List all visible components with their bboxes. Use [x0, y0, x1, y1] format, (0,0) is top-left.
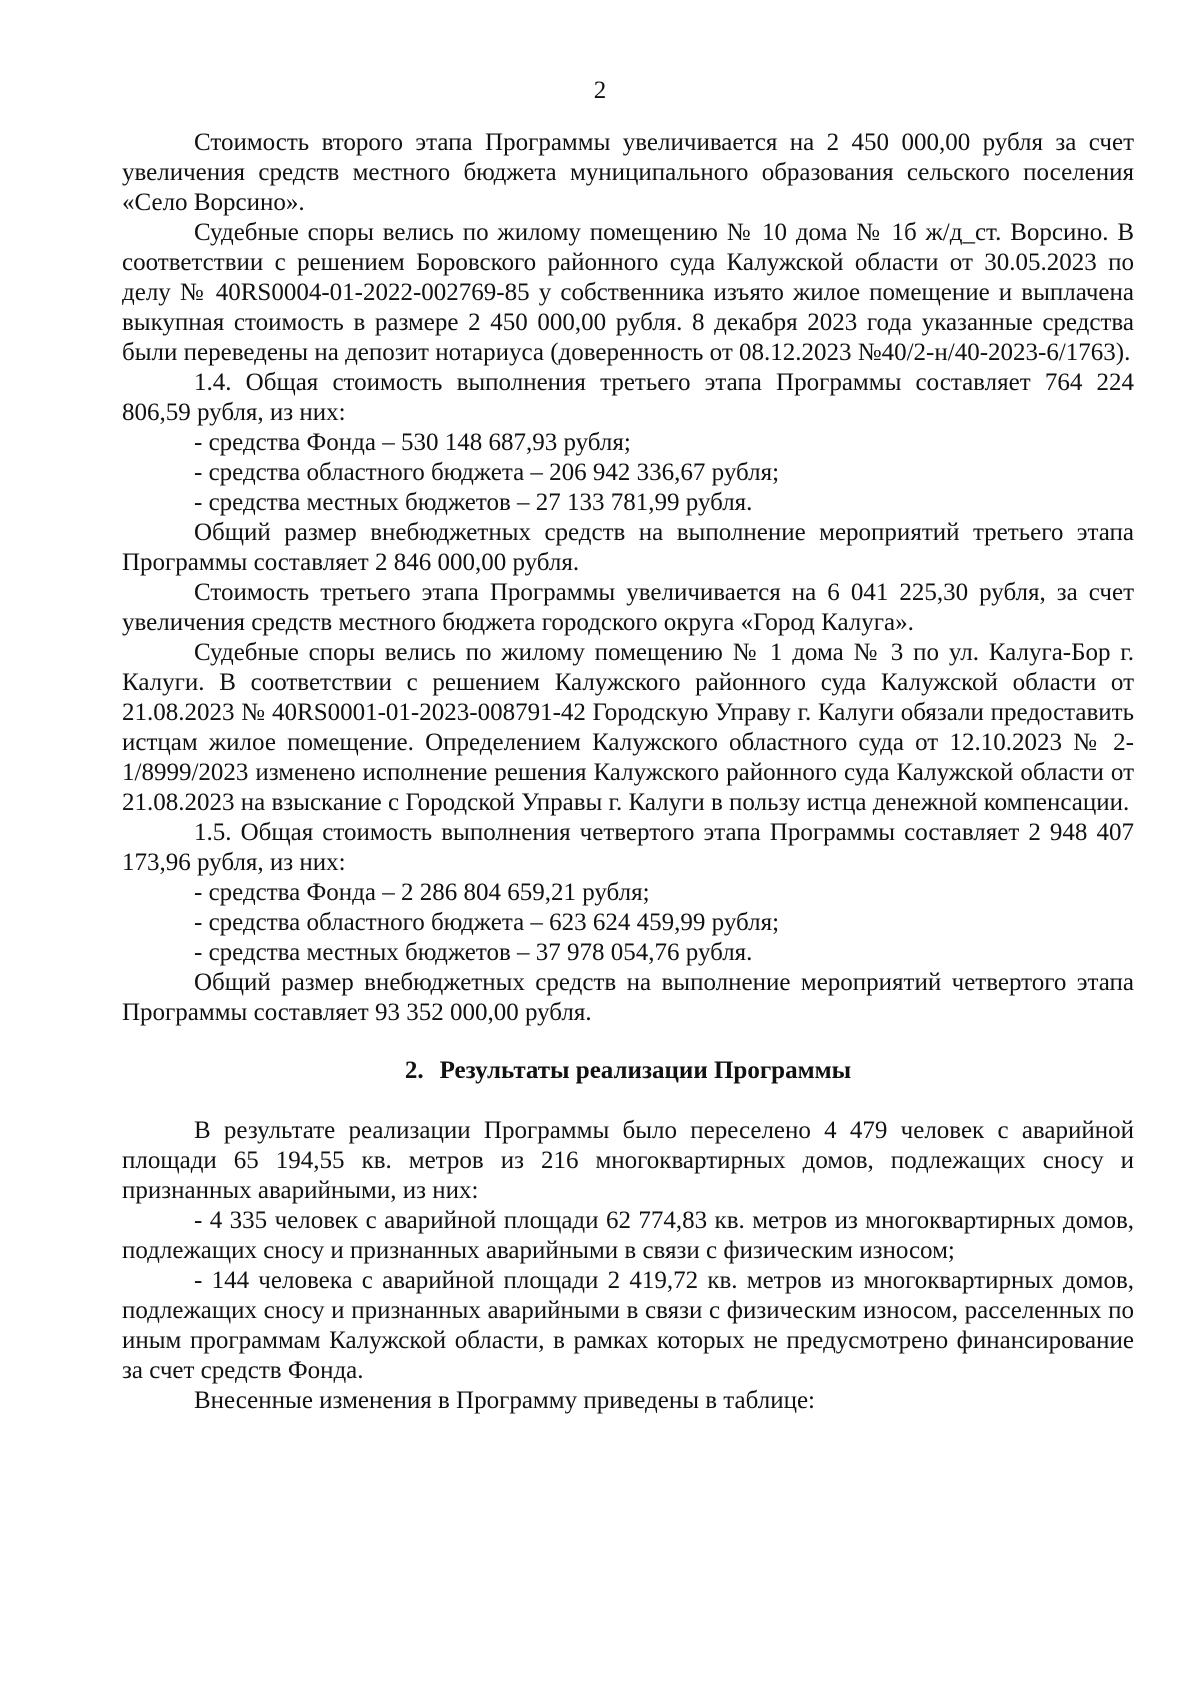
document-body	[122, 128, 1134, 1416]
list-item-1-4-local: - средства местных бюджетов – 27 133 781,99 рубля.	[194, 489, 753, 516]
paragraph-1-4: 1.4. Общая стоимость выполнения третьего этапа Программы составляет 764 224 806,59 рубля, из них:	[122, 369, 1134, 426]
paragraph-stage3-disputes: Судебные споры велись по жилому помещению № 1 дома № 3 по ул. Калуга-Бор г. Калуги. В соответствии с решением Калужского районного суда Калужской области от 21.08.2023 № 40RS0001-01-2023-008791-42 Городскую Управу г. Калуги обязали предоставить истцам жилое помещение. Определением Калужского областного суда от 12.10.2023 № 2-1/8999/2023 изменено исполнение решения Калужского районного суда Калужской области от 21.08.2023 на взыскание с Городской Управы г. Калуги в пользу истца денежной компенсации.	[122, 639, 1134, 816]
paragraph-stage3-increase: Стоимость третьего этапа Программы увеличивается на 6 041 225,30 рубля, за счет увеличения средств местного бюджета городского округа «Город Калуга».	[122, 579, 1134, 636]
section-title: Результаты реализации Программы	[439, 1057, 852, 1084]
paragraph-stage2-disputes: Судебные споры велись по жилому помещению № 10 дома № 1б ж/д_ст. Ворсино. В соответствии с решением Боровского районного суда Калужской области от 30.05.2023 по делу № 40RS0004-01-2022-002769-85 у собственника изъято жилое помещение и выплачена выкупная стоимость в размере 2 450 000,00 рубля. 8 декабря 2023 года указанные средства были переведены на депозит нотариуса (доверенность от 08.12.2023 №40/2-н/40-2023-6/1763).	[122, 219, 1134, 366]
paragraph-1-5: 1.5. Общая стоимость выполнения четвертого этапа Программы составляет 2 948 407 173,96 рубля, из них:	[122, 819, 1134, 876]
paragraph-stage2-increase: Стоимость второго этапа Программы увеличивается на 2 450 000,00 рубля за счет увеличения средств местного бюджета муниципального образования сельского поселения «Село Ворсино».	[122, 129, 1134, 216]
list-item-result-other-programs: - 144 человека с аварийной площади 2 419,72 кв. метров из многоквартирных домов, подлежащих сносу и признанных аварийными в связи с физическим износом, расселенных по иным программам Калужской области, в рамках которых не предусмотрено финансирование за счет средств Фонда.	[122, 1267, 1134, 1384]
paragraph-stage4-extrabudget: Общий размер внебюджетных средств на выполнение мероприятий четвертого этапа Программы составляет 93 352 000,00 рубля.	[122, 969, 1134, 1026]
paragraph-table-intro: Внесенные изменения в Программу приведены в таблице:	[194, 1387, 815, 1414]
list-item-1-5-fund: - средства Фонда – 2 286 804 659,21 рубля;	[194, 879, 650, 906]
list-item-result-physical-wear: - 4 335 человек с аварийной площади 62 774,83 кв. метров из многоквартирных домов, подлежащих сносу и признанных аварийными в связи с физическим износом;	[122, 1207, 1134, 1264]
list-item-1-5-local: - средства местных бюджетов – 37 978 054,76 рубля.	[194, 939, 753, 966]
paragraph-result: В результате реализации Программы было переселено 4 479 человек с аварийной площади 65 194,55 кв. метров из 216 многоквартирных домов, подлежащих сносу и признанных аварийными, из них:	[122, 1117, 1134, 1204]
paragraph-stage3-extrabudget: Общий размер внебюджетных средств на выполнение мероприятий третьего этапа Программы составляет 2 846 000,00 рубля.	[122, 519, 1134, 576]
section-heading	[122, 1056, 1134, 1086]
page-number: 2	[593, 77, 607, 104]
list-item-1-4-fund: - средства Фонда – 530 148 687,93 рубля;	[194, 429, 631, 456]
list-item-1-5-regional: - средства областного бюджета – 623 624 459,99 рубля;	[194, 909, 780, 936]
list-item-1-4-regional: - средства областного бюджета – 206 942 336,67 рубля;	[194, 459, 780, 486]
section-number: 2.	[404, 1057, 424, 1084]
